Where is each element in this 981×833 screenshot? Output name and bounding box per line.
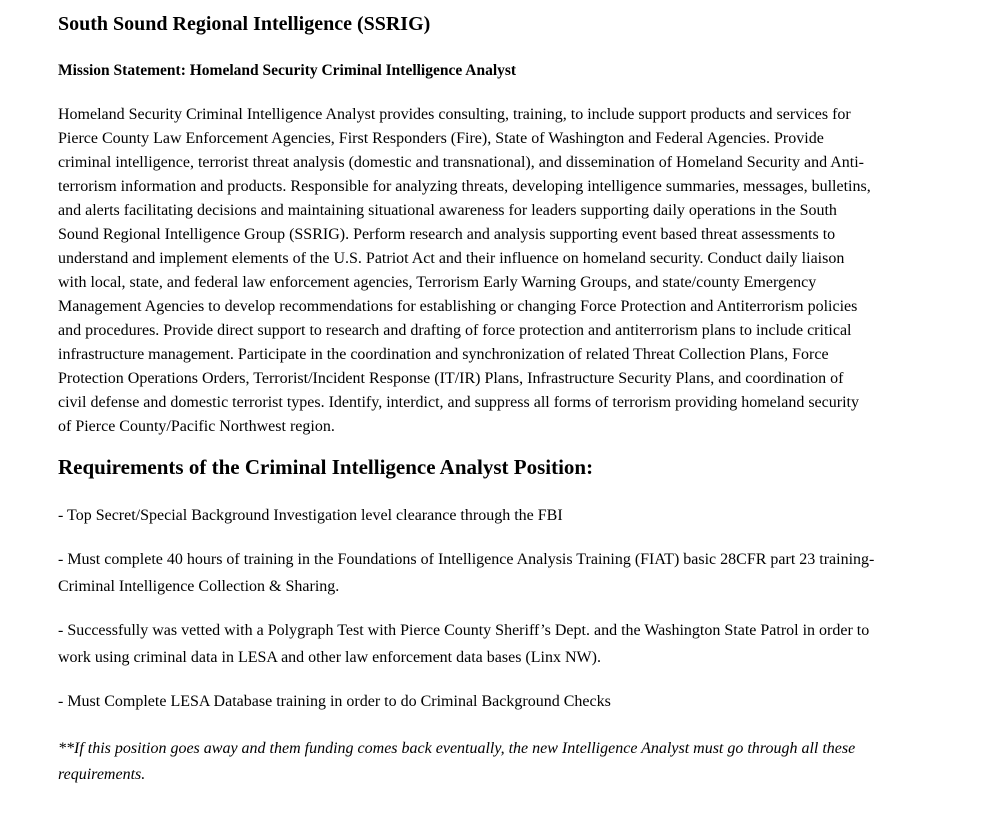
requirement-item: - Top Secret/Special Background Investigation level clearance through the FBI <box>58 506 563 524</box>
requirement-item: - Successfully was vetted with a Polygraph Test with Pierce County Sheriff’s Dept. and the Washington State Patrol in order to work using criminal data in LESA and other law enforcement data bases (Linx NW). <box>58 621 870 666</box>
mission-statement-heading: Mission Statement: Homeland Security Criminal Intelligence Analyst <box>58 62 517 79</box>
document-title: South Sound Regional Intelligence (SSRIG) <box>58 13 431 35</box>
requirement-item: - Must Complete LESA Database training in order to do Criminal Background Checks <box>58 692 611 710</box>
mission-body-paragraph: Homeland Security Criminal Intelligence Analyst provides consulting, training, to include support products and services for Pierce County Law Enforcement Agencies, First Responders (Fire), State of Washington and Federal Agencies. Provide criminal intelligence, terrorist threat analysis (domestic and transnational), and dissemination of Homeland Security and Anti-terrorism information and products. Responsible for analyzing threats, developing intelligence summaries, messages, bulletins, and alerts facilitating decisions and maintaining situational awareness for leaders supporting daily operations in the South Sound Regional Intelligence Group (SSRIG). Perform research and analysis supporting event based threat assessments to understand and implement elements of the U.S. Patriot Act and their influence on homeland security. Conduct daily liaison with local, state, and federal law enforcement agencies, Terrorism Early Warning Groups, and state/county Emergency Management Agencies to develop recommendations for establishing or changing Force Protection and Antiterrorism policies and procedures. Provide direct support to research and drafting of force protection and antiterrorism plans to include critical infrastructure management. Participate in the coordination and synchronization of related Threat Collection Plans, Force Protection Operations Orders, Terrorist/Incident Response (IT/IR) Plans, Infrastructure Security Plans, and coordination of civil defense and domestic terrorist types. Identify, interdict, and suppress all forms of terrorism providing homeland security of Pierce County/Pacific Northwest region. <box>58 105 871 435</box>
footnote-text: **If this position goes away and them funding comes back eventually, the new Intelligence Analyst must go through all these requirements. <box>58 739 856 783</box>
requirement-item: - Must complete 40 hours of training in the Foundations of Intelligence Analysis Training (FIAT) basic 28CFR part 23 training-Criminal Intelligence Collection & Sharing. <box>58 550 875 595</box>
requirements-heading: Requirements of the Criminal Intelligence Analyst Position: <box>58 454 594 479</box>
